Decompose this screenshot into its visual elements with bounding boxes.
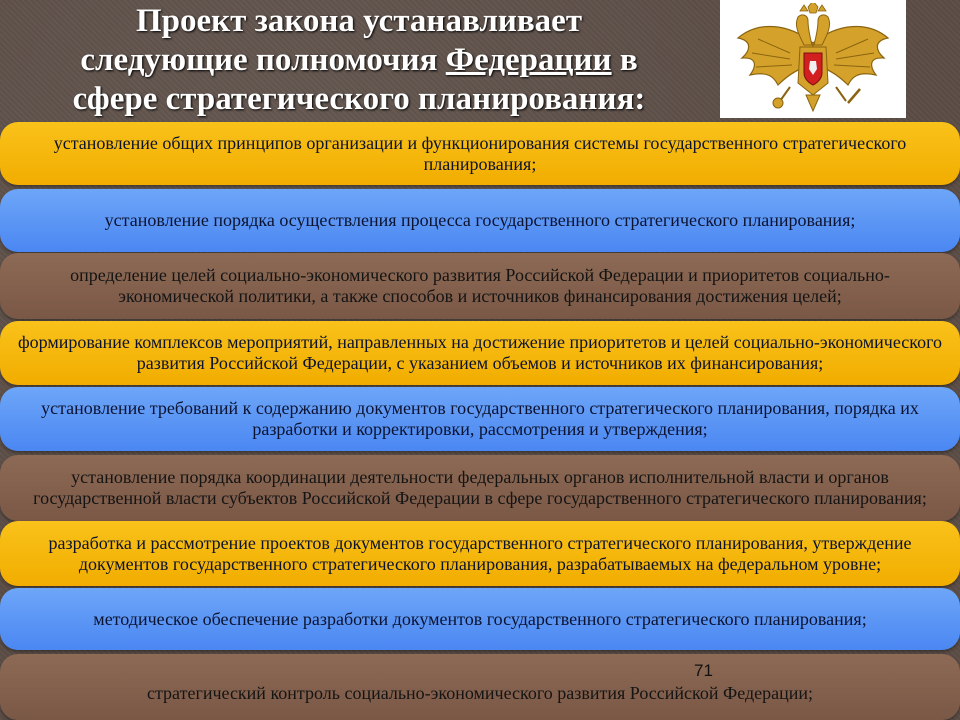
title-line-2-end: в: [611, 42, 638, 78]
authority-item: [0, 455, 960, 521]
authority-item-text: стратегический контроль социально-экономического развития Российской Федерации;: [146, 683, 814, 703]
authority-item: [0, 521, 960, 586]
authority-item: [0, 654, 960, 720]
authority-item: [0, 387, 960, 451]
authority-item-text: определение целей социально-экономического развития Российской Федерации и приоритетов социально-экономической политики, а также способов и источников финансирования достижения целей;: [70, 265, 890, 306]
authority-item-text: установление порядка координации деятельности федеральных органов исполнительной власти и органов государственной власти субъектов Российской Федерации в сфере государственного стратегического планирования;: [33, 467, 927, 508]
authority-item: [0, 253, 960, 319]
page-number: 71: [694, 661, 713, 680]
russian-coat-of-arms-icon: [728, 3, 898, 115]
authority-item-text: разработка и рассмотрение проектов документов государственного стратегического планирования, утверждение документов государственного стратегического планирования, разрабатываемых на федеральном уровне;: [48, 532, 912, 574]
authority-item-text: методическое обеспечение разработки документов государственного стратегического планирования;: [93, 608, 867, 629]
emblem-panel: [720, 0, 906, 118]
slide-title: [0, 2, 718, 120]
title-federation-word: Федерации: [445, 42, 612, 78]
authority-item: [0, 588, 960, 650]
authority-item-text: установление общих принципов организации и функционирования системы государственного стратегического планирования;: [53, 132, 907, 174]
authority-item-text: установление требований к содержанию документов государственного стратегического планирования, порядка их разработки и корректировки, рассмотрения и утверждения;: [41, 398, 919, 439]
authority-item-text: установление порядка осуществления процесса государственного стратегического планирования;: [104, 210, 856, 230]
title-line-3: сфере стратегического планирования:: [72, 81, 646, 117]
title-line-2: [0, 41, 718, 80]
authority-item: [0, 189, 960, 252]
authority-item: [0, 122, 960, 185]
authority-item: [0, 321, 960, 385]
authority-item-text: формирование комплексов мероприятий, направленных на достижение приоритетов и целей социально-экономического развития Российской Федерации, с указанием объемов и источников их финансирования;: [17, 332, 943, 373]
title-line-1: Проект закона устанавливает: [135, 3, 583, 39]
title-line-2-start: следующие полномочия: [80, 42, 446, 78]
